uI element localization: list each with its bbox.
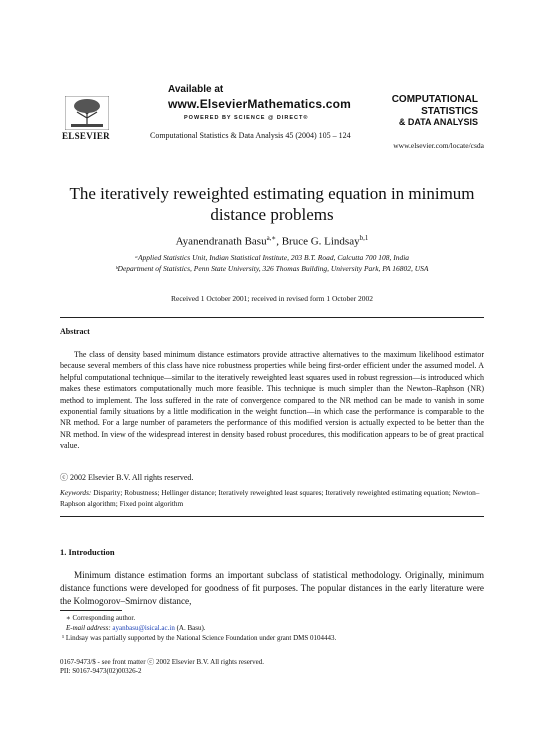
- author-basu: Ayanendranath Basu: [175, 235, 267, 248]
- footnote-corresponding: ∗ Corresponding author.: [66, 614, 136, 622]
- keywords: [60, 488, 484, 509]
- abstract-heading: Abstract: [60, 327, 90, 336]
- article-title: The iteratively reweighted estimating equation in minimum distance problems: [69, 184, 475, 224]
- section-heading-introduction: 1. Introduction: [60, 547, 115, 557]
- footnote-divider: [60, 610, 122, 611]
- email-label: E-mail address:: [66, 624, 111, 632]
- author-basu-affil: a,∗: [266, 234, 277, 242]
- journal-url[interactable]: www.elsevier.com/locate/csda: [393, 141, 484, 150]
- introduction-text: Minimum distance estimation forms an important subclass of statistical methodology. Originally, minimum distance functions were developed for goodness of fit purposes. The popular distances in the early literature were the Kolmogorov–Smirnov distance,: [60, 570, 484, 606]
- front-matter-line1: 0167-9473/$ - see front matter ⓒ 2002 Elsevier B.V. All rights reserved.: [60, 658, 264, 666]
- elsevier-tree-logo-icon: [65, 96, 109, 130]
- affiliation-a: ᵃApplied Statistics Unit, Indian Statistical Institute, 203 B.T. Road, Calcutta 700 108, India: [134, 253, 410, 262]
- powered-by: POWERED BY SCIENCE @ DIRECT®: [184, 115, 309, 121]
- divider-bottom: [60, 516, 484, 517]
- publisher-name: ELSEVIER: [62, 131, 110, 141]
- journal-logo-line2: STATISTICS: [421, 106, 478, 117]
- author-lindsay-affil: b,1: [359, 234, 369, 242]
- author-separator: ,: [276, 235, 282, 248]
- site-name[interactable]: www.ElsevierMathematics.com: [168, 97, 352, 111]
- divider-top: [60, 317, 484, 318]
- front-matter-pii: PII: S0167-9473(02)00326-2: [60, 667, 142, 675]
- footnote-funding: ¹ Lindsay was partially supported by the National Science Foundation under grant DMS 0104443.: [62, 634, 337, 642]
- abstract-text: The class of density based minimum distance estimators provide attractive alternatives to the maximum likelihood estimator because several members of this class have nice robustness properties while being first-order efficient under the assumed model. A helpful computational technique—similar to the iteratively reweighted least squares used in robust regression—is introduced which makes these estimators computationally much more feasible. This technique is much simpler than the Newton–Raphson (NR) method to implement. The loss suffered in the rate of convergence compared to the NR method can be made to vanish in some exponential family situations by a little modification in the weight function—in which case the performance is comparable to the NR method. For a large number of parameters the performance of this modified version is actually expected to be better than the NR method. In view of the widespread interest in density based robust procedures, this modification appears to be of great practical value.: [60, 350, 484, 451]
- journal-logo-line1: COMPUTATIONAL: [391, 94, 478, 105]
- available-at-label: Available at: [168, 84, 224, 95]
- author-lindsay: Bruce G. Lindsay: [281, 235, 360, 248]
- author-list: [60, 234, 484, 248]
- email-suffix: (A. Basu).: [174, 624, 206, 632]
- email-link[interactable]: ayanbasu@isical.ac.in: [112, 624, 175, 632]
- footnote-email: [66, 624, 206, 632]
- journal-reference: Computational Statistics & Data Analysis 45 (2004) 105 – 124: [150, 131, 351, 140]
- abstract-copyright: ⓒ 2002 Elsevier B.V. All rights reserved.: [60, 473, 194, 482]
- keywords-list: Disparity; Robustness; Hellinger distance; Iteratively reweighted least squares; Iteratively reweighted estimating equation; Newton–Raphson algorithm; Fixed point algorithm: [60, 488, 480, 508]
- received-dates: Received 1 October 2001; received in revised form 1 October 2002: [170, 294, 373, 303]
- affiliation-b: ᵇDepartment of Statistics, Penn State University, 326 Thomas Building, University Park, PA 16802, USA: [115, 264, 429, 273]
- journal-logo-line3: & DATA ANALYSIS: [398, 117, 478, 127]
- keywords-label: Keywords:: [60, 488, 92, 497]
